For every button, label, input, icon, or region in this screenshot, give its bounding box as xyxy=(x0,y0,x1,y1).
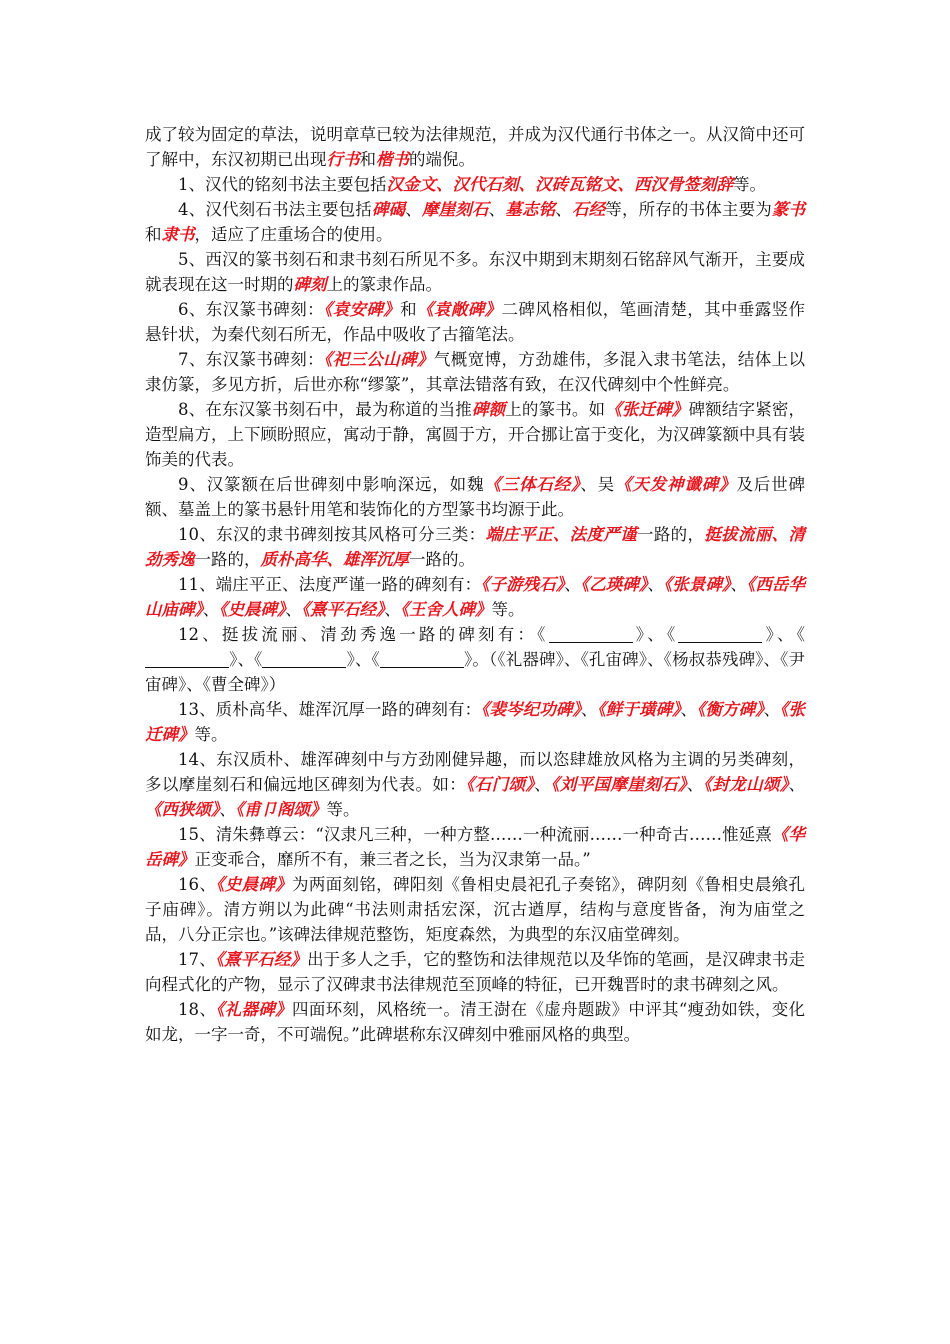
text-run: 等。 xyxy=(733,175,766,194)
text-run: 、吴 xyxy=(580,475,615,494)
fill-in-blank xyxy=(262,649,346,668)
paragraph xyxy=(145,997,805,1047)
highlighted-term: 《甫卩阁颂》 xyxy=(235,800,327,819)
highlighted-term: 《天发神谶碑》 xyxy=(614,475,737,494)
text-run: 、 xyxy=(730,575,747,594)
highlighted-term: 《裴岑纪功碑》 xyxy=(481,700,581,719)
highlighted-term: 《西岳华山庙碑》 xyxy=(145,575,805,619)
highlighted-term: 《熹平石经》 xyxy=(215,950,308,969)
paragraph xyxy=(145,522,805,572)
text-run: 7、东汉篆书碑刻： xyxy=(178,350,324,369)
document-page xyxy=(145,122,805,1047)
fill-in-blank xyxy=(145,649,229,668)
text-run: 、 xyxy=(488,200,506,219)
text-run: 12、挺拔流丽、清劲秀逸一路的碑刻有：《 xyxy=(178,625,549,644)
highlighted-term: 汉金文、汉代石刻、汉砖瓦铭文、西汉骨签刻辞 xyxy=(386,175,733,194)
highlighted-term: 《袁安碑》 xyxy=(323,300,401,319)
paragraph xyxy=(145,472,805,522)
paragraph xyxy=(145,122,805,172)
text-run: 上的篆隶作品。 xyxy=(326,275,442,294)
text-run: 》、《 xyxy=(229,650,263,669)
highlighted-term: 《袁敞碑》 xyxy=(417,300,502,319)
text-run: 气概宽博，方劲雄伟，多混入隶书笔法，结体上以隶仿篆，多见方折，后世亦称“缪篆”，其章法错落有致，在汉代碑刻中个性鲜亮。 xyxy=(145,350,806,394)
text-run: 、 xyxy=(202,600,220,619)
text-run: 及后世碑额、墓盖上的篆书悬针用笔和装饰化的方型篆书均源于此。 xyxy=(145,475,806,519)
highlighted-term: 《礼器碑》 xyxy=(216,1000,292,1019)
highlighted-term: 行书 xyxy=(326,150,360,169)
text-run: 四面环刻，风格统一。清王澍在《虚舟题跋》中评其“瘦劲如铁，变化如龙，一字一奇，不可端倪。”此碑堪称东汉碑刻中雅丽风格的典型。 xyxy=(145,1000,806,1044)
highlighted-term: 墓志铭 xyxy=(505,200,556,219)
text-run: 、 xyxy=(555,200,572,219)
text-run: 》。（《礼器碑》、《孔宙碑》、《杨叔恭残碑》、《尹宙碑》、《曹全碑》） xyxy=(145,650,806,694)
text-run: ，适应了庄重场合的使用。 xyxy=(194,225,393,244)
highlighted-term: 《张迁碑》 xyxy=(605,400,689,419)
highlighted-term: 篆书 xyxy=(771,200,806,219)
text-run: 9、汉篆额在后世碑刻中影响深远，如魏 xyxy=(178,475,485,494)
text-run: 上的篆书。如 xyxy=(505,400,606,419)
text-run: 》、《 xyxy=(346,650,380,669)
paragraph xyxy=(145,247,805,297)
paragraph xyxy=(145,572,805,622)
text-run: 等，所存的书体主要为 xyxy=(605,200,772,219)
fill-in-blank xyxy=(380,649,464,668)
highlighted-term: 《石门颂》 xyxy=(466,775,535,794)
text-run: 13、质朴高华、雄浑沉厚一路的碑刻有： xyxy=(178,700,482,719)
paragraph xyxy=(145,947,805,997)
text-run: 》、《 xyxy=(762,625,806,644)
highlighted-term: 《史晨碑》 xyxy=(219,600,286,619)
highlighted-term: 碑刻 xyxy=(293,275,327,294)
text-run: 4、汉代刻石书法主要包括 xyxy=(178,200,372,219)
text-run: 6、东汉篆书碑刻： xyxy=(178,300,324,319)
highlighted-term: 《子游残石》 xyxy=(481,575,565,594)
fill-in-blank xyxy=(549,624,633,643)
text-run: 5、西汉的篆书刻石和隶书刻石所见不多。东汉中期到末期刻石铭辞风气渐开，主要成就表现在这一时期的 xyxy=(145,250,805,294)
text-run: 、 xyxy=(788,775,806,794)
highlighted-term: 《封龙山颂》 xyxy=(703,775,789,794)
text-run: 、 xyxy=(686,775,704,794)
text-run: 、 xyxy=(384,600,401,619)
highlighted-term: 碑额 xyxy=(471,400,506,419)
text-run: 、 xyxy=(219,800,236,819)
text-run: 的端倪。 xyxy=(409,150,475,169)
paragraph xyxy=(145,822,805,872)
paragraph xyxy=(145,297,805,347)
highlighted-term: 《衡方碑》 xyxy=(697,700,764,719)
highlighted-term: 《熹平石经》 xyxy=(301,600,385,619)
text-run: 1、汉代的铭刻书法主要包括 xyxy=(178,175,387,194)
text-run: 、 xyxy=(285,600,302,619)
highlighted-term: 《史晨碑》 xyxy=(216,875,293,894)
highlighted-term: 《乙瑛碑》 xyxy=(580,575,648,594)
text-run: 和 xyxy=(145,225,162,244)
text-run: 、 xyxy=(534,775,552,794)
highlighted-term: 楷书 xyxy=(376,150,409,169)
highlighted-term: 《张景碑》 xyxy=(663,575,731,594)
text-run: 和 xyxy=(400,300,418,319)
highlighted-term: 《西狭颂》 xyxy=(145,800,220,819)
highlighted-term: 挺拔流丽、清劲秀逸 xyxy=(145,525,806,569)
text-run: 11、端庄平正、法度严谨一路的碑刻有： xyxy=(178,575,482,594)
highlighted-term: 《张迁碑》 xyxy=(145,700,805,744)
text-run: 和 xyxy=(359,150,376,169)
highlighted-term: 隶书 xyxy=(161,225,195,244)
text-run: 碑额结字紧密，造型扁方，上下顾盼照应，寓动于静，寓圆于方，开合挪让富于变化，为汉碑篆额中具有装饰美的代表。 xyxy=(145,400,806,469)
fill-in-blank xyxy=(678,624,762,643)
text-run: 二碑风格相似，笔画清楚，其中垂露竖作悬针状，为秦代刻石所无，作品中吸收了古籀笔法。 xyxy=(145,300,806,344)
paragraph xyxy=(145,622,805,697)
text-run: 一路的， xyxy=(637,525,705,544)
text-run: 一路的， xyxy=(194,550,261,569)
paragraph xyxy=(145,397,805,472)
text-run: 15、清朱彝尊云：“汉隶凡三种，一种方整……一种流丽……一种奇古……惟延熹 xyxy=(178,825,772,844)
paragraph xyxy=(145,172,805,197)
text-run: 10、东汉的隶书碑刻按其风格可分三类： xyxy=(178,525,486,544)
text-run: 、 xyxy=(580,700,598,719)
highlighted-term: 《刘平国摩崖刻石》 xyxy=(551,775,687,794)
highlighted-term: 摩崖刻石 xyxy=(421,200,489,219)
highlighted-term: 《王舍人碑》 xyxy=(400,600,492,619)
text-run: 、 xyxy=(647,575,664,594)
highlighted-term: 《祀三公山碑》 xyxy=(323,350,434,369)
text-run: 、 xyxy=(405,200,422,219)
highlighted-term: 碑碣 xyxy=(371,200,406,219)
text-run: 一路的。 xyxy=(409,550,475,569)
text-run: 17、 xyxy=(178,950,216,969)
text-run: 等。 xyxy=(326,800,360,819)
highlighted-term: 质朴高华、雄浑沉厚 xyxy=(260,550,409,569)
paragraph xyxy=(145,697,805,747)
text-run: 、 xyxy=(680,700,698,719)
text-run: 18、 xyxy=(178,1000,217,1019)
text-run: 等。 xyxy=(194,725,228,744)
text-run: 等。 xyxy=(491,600,525,619)
text-run: 成了较为固定的草法，说明章草已较为法律规范，并成为汉代通行书体之一。从汉简中还可了解中，东汉初期已出现 xyxy=(145,125,805,169)
text-run: 16、 xyxy=(178,875,217,894)
highlighted-term: 石经 xyxy=(571,200,606,219)
highlighted-term: 《三体石经》 xyxy=(484,475,581,494)
highlighted-term: 《华岳碑》 xyxy=(145,825,805,869)
paragraph xyxy=(145,347,805,397)
highlighted-term: 端庄平正、法度严谨 xyxy=(485,525,637,544)
highlighted-term: 《鲜于璜碑》 xyxy=(597,700,681,719)
paragraph xyxy=(145,872,805,947)
text-run: 正变乖合，靡所不有，兼三者之长，当为汉隶第一品。” xyxy=(194,850,591,869)
text-run: 》、《 xyxy=(632,625,679,644)
paragraph xyxy=(145,747,805,822)
text-run: 、 xyxy=(763,700,781,719)
text-run: 为两面刻铭，碑阳刻《鲁相史晨祀孔子奏铭》，碑阴刻《鲁相史晨飨孔子庙碑》。清方朔以为此碑“书法则肃括宏深，沉古遒厚，结构与意度皆备，洵为庙堂之品，八分正宗也。”该碑法律规范整饬，矩度森然，为典型的东汉庙堂碑刻。 xyxy=(145,875,806,944)
text-run: 14、东汉质朴、雄浑碑刻中与方劲刚健异趣，而以恣肆雄放风格为主调的另类碑刻，多以摩崖刻石和偏远地区碑刻为代表。如： xyxy=(145,750,805,794)
text-run: 8、在东汉篆书刻石中，最为称道的当推 xyxy=(178,400,472,419)
paragraph xyxy=(145,197,805,247)
text-run: 、 xyxy=(564,575,581,594)
text-run: 出于多人之手，它的整饬和法律规范以及华饰的笔画，是汉碑隶书走向程式化的产物，显示了汉碑隶书法律规范至顶峰的特征，已开魏晋时的隶书碑刻之风。 xyxy=(145,950,806,994)
